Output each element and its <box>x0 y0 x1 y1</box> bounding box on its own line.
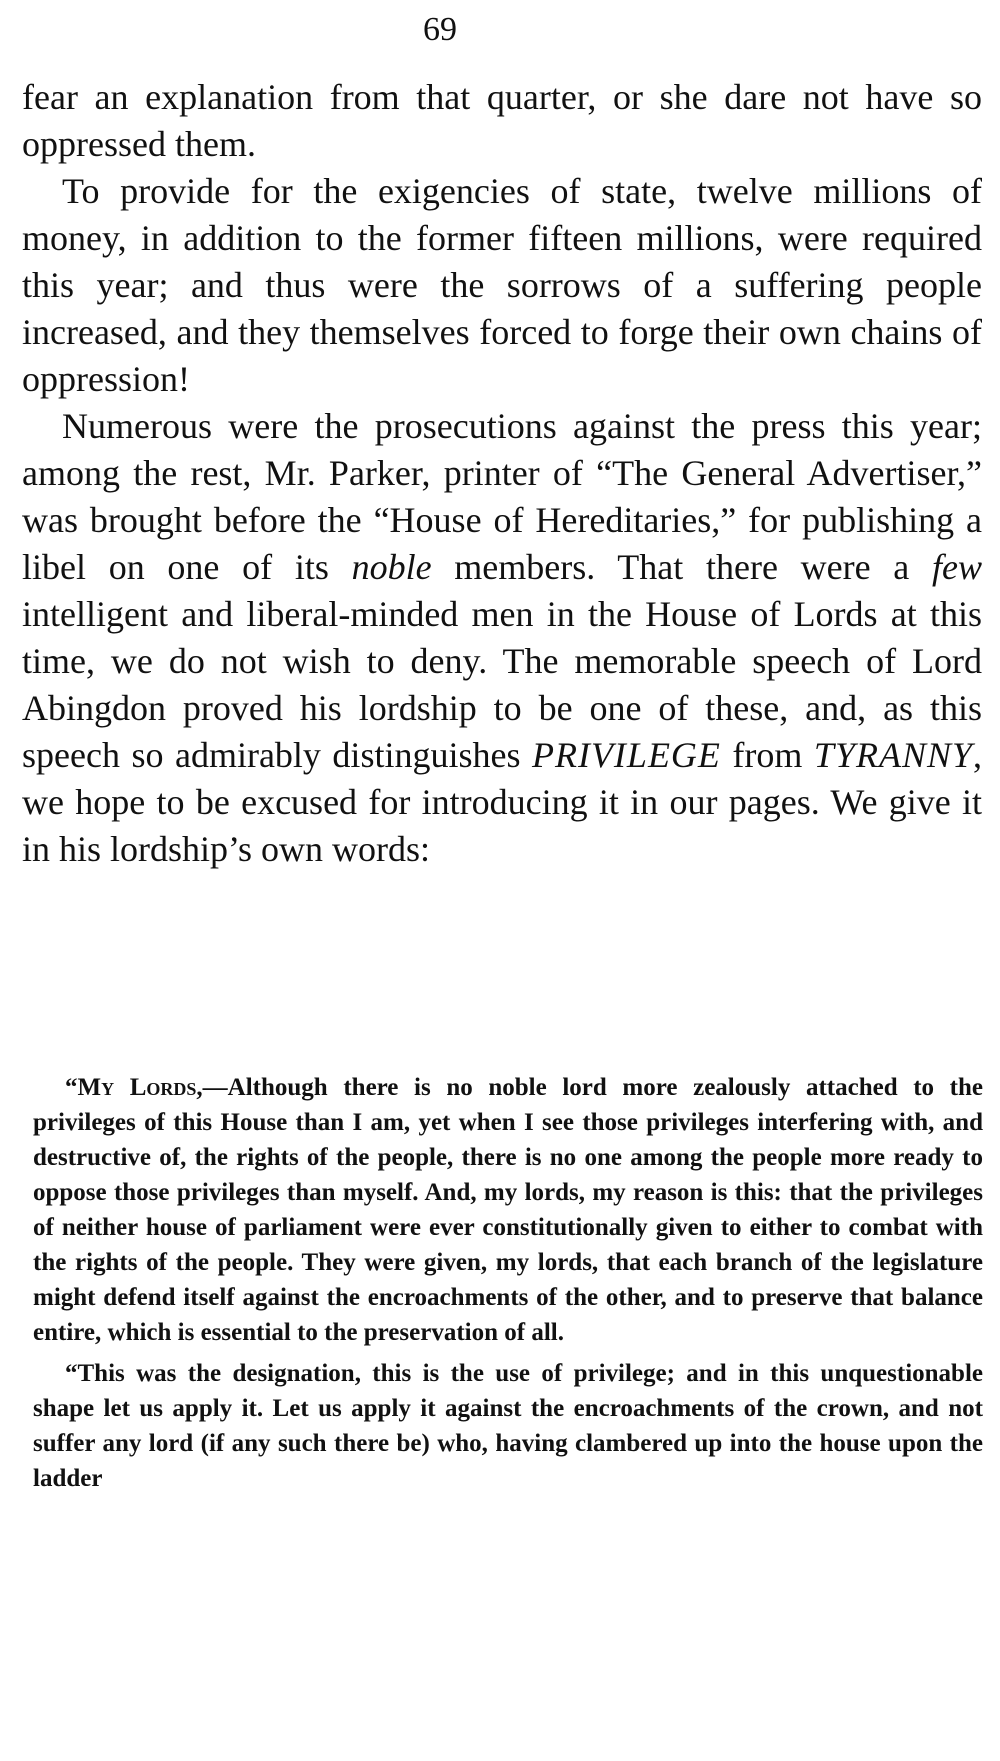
quote-paragraph-1-body: ,—Although there is no noble lord more zealously attached to the privileges of this House than I am, yet when I see those privileges interfering with, and destructive of, the rights of the people, there is no one among the people more ready to oppose those privileges than myself. And, my lords, my reason is this: that the privileges of neither house of parliament were ever constitutionally given to either to combat with the rights of the people. They were given, my lords, that each branch of the legislature might defend itself against the encroachments of the other, and to preserve that balance entire, which is essential to the preservation of all. <box>33 1074 984 1346</box>
quote-paragraph-2: “This was the designation, this is the use of privilege; and in this unquestionable shape let us apply it. Let us apply it against the encroachments of the crown, and not suffer any lord (if any such there be) who, having clambered up into the house upon the ladder <box>33 1360 983 1492</box>
page-number: 69 <box>423 11 457 48</box>
paragraph-3-part-e: , we hope to be excused for introducing it in our pages. We give it in his lordship’s own words: <box>22 735 982 869</box>
paragraph-3-part-d: from <box>720 735 814 775</box>
italic-tyranny: TYRANNY <box>813 735 973 775</box>
italic-few: few <box>932 547 982 587</box>
italic-privilege: PRIVILEGE <box>531 735 721 775</box>
quote-salutation: My Lords <box>77 1074 197 1101</box>
paragraph-2: To provide for the exigencies of state, twelve millions of money, in addition to the former fifteen millions, were required this year; and thus were the sorrows of a suffering people increased, and they themselves forced to forge their own chains of oppression! <box>22 171 982 399</box>
quote-open-mark: “ <box>65 1074 78 1101</box>
paragraph-3-part-c: intelligent and liberal-minded men in the House of Lords at this time, we do not wish to deny. The memorable speech of Lord Abingdon proved his lordship to be one of these, and, as this speech so admirably distinguishes <box>22 594 982 775</box>
quoted-speech <box>33 1070 983 1496</box>
paragraph-3 <box>22 403 982 873</box>
italic-noble: noble <box>351 547 432 587</box>
main-text <box>22 74 982 873</box>
paragraph-1: fear an explanation from that quarter, or she dare not have so oppressed them. <box>22 77 982 164</box>
paragraph-3-part-a: Numerous were the prosecutions against the press this year; among the rest, Mr. Parker, printer of “The General Advertiser,” was brought before the “House of Hereditaries,” for publishing a libel on one of its <box>22 406 982 587</box>
quote-paragraph-1 <box>33 1070 983 1350</box>
paragraph-3-part-b: members. That there were a <box>431 547 932 587</box>
